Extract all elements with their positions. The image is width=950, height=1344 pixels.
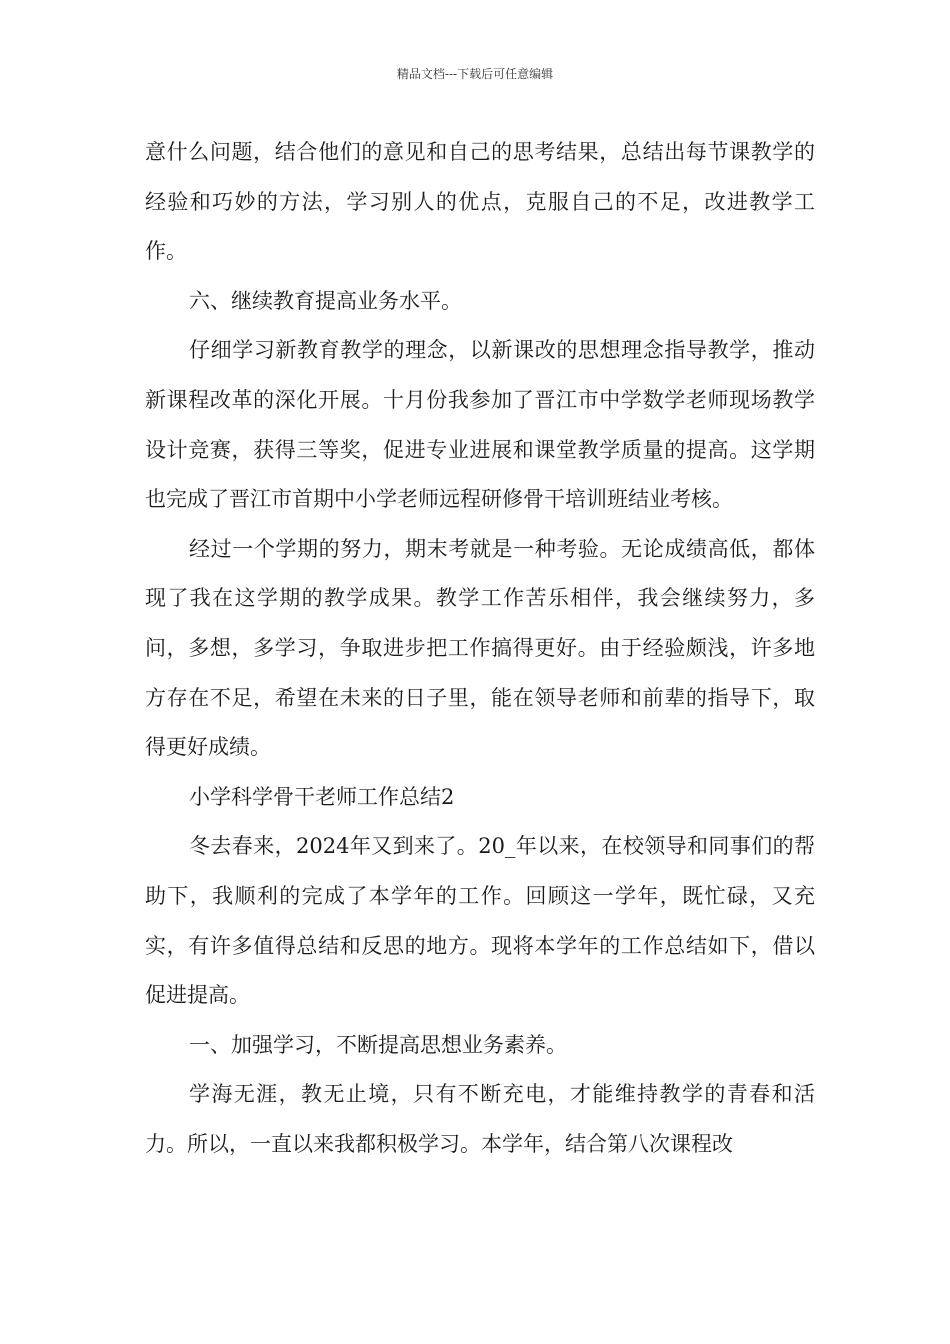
section-heading-6: 六、继续教育提高业务水平。 xyxy=(189,288,462,313)
paragraph: 冬去春来，2024年又到来了。20_年以来，在校领导和同事们的帮助下，我顺利的完成了本学年的工作。回顾这一学年，既忙碌，又充实，有许多值得总结和反思的地方。现将本学年的工作总结如下，借以促进提高。 xyxy=(145,834,815,1008)
paragraph-continuation: 意什么问题，结合他们的意见和自己的思考结果，总结出每节课教学的经验和巧妙的方法，学习别人的优点，克服自己的不足，改进教学工作。 xyxy=(145,140,815,264)
paragraph: 仔细学习新教育教学的理念，以新课改的思想理念指导教学，推动新课程改革的深化开展。十月份我参加了晋江市中学数学老师现场教学设计竞赛，获得三等奖，促进专业进展和课堂教学质量的提高。这学期也完成了晋江市首期中小学老师远程研修骨干培训班结业考核。 xyxy=(145,338,815,512)
paragraph: 学海无涯，教无止境，只有不断充电，才能维持教学的青春和活力。所以，一直以来我都积极学习。本学年，结合第八次课程改 xyxy=(145,1082,815,1156)
section-heading-1: 一、加强学习，不断提高思想业务素养。 xyxy=(189,1032,567,1057)
document-title-2: 小学科学骨干老师工作总结2 xyxy=(189,784,455,809)
document-body xyxy=(145,128,815,1169)
paragraph: 经过一个学期的努力，期末考就是一种考验。无论成绩高低，都体现了我在这学期的教学成果。教学工作苦乐相伴，我会继续努力，多问，多想，多学习，争取进步把工作搞得更好。由于经验颇浅，许多地方存在不足，希望在未来的日子里，能在领导老师和前辈的指导下，取得更好成绩。 xyxy=(145,536,815,760)
page-header: 精品文档---下载后可任意编辑 xyxy=(396,67,554,81)
